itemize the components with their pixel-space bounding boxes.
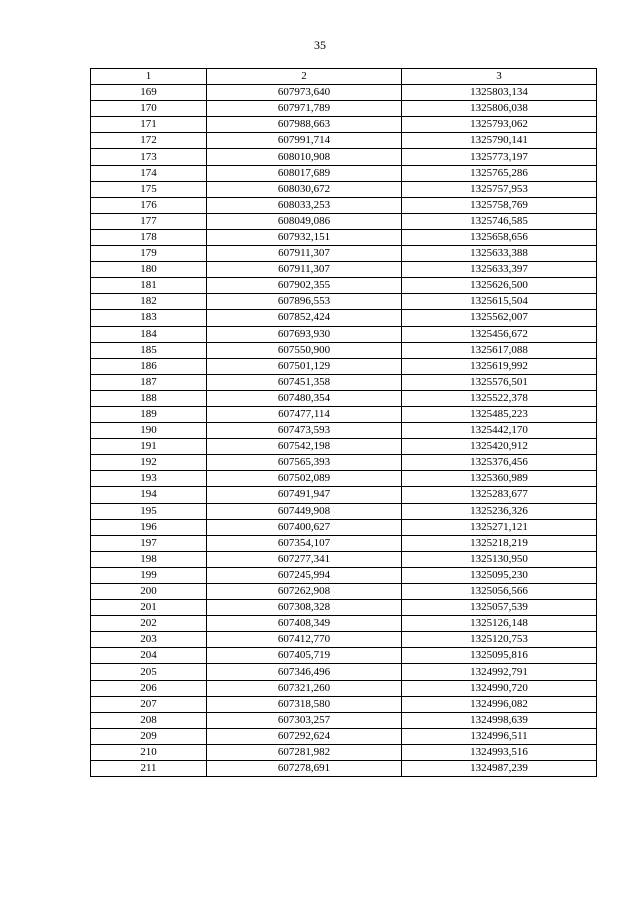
- y-coordinate-cell: 1324993,516: [402, 744, 597, 760]
- point-number-cell: 206: [91, 680, 207, 696]
- point-number-cell: 195: [91, 503, 207, 519]
- x-coordinate-cell: 607991,714: [207, 133, 402, 149]
- point-number-cell: 176: [91, 197, 207, 213]
- table-row: [91, 342, 597, 358]
- y-coordinate-cell: 1325376,456: [402, 455, 597, 471]
- x-coordinate-cell: 607318,580: [207, 696, 402, 712]
- point-number-cell: 191: [91, 439, 207, 455]
- x-coordinate-cell: 607491,947: [207, 487, 402, 503]
- point-number-cell: 187: [91, 374, 207, 390]
- table-header-row: [91, 69, 597, 85]
- y-coordinate-cell: 1324990,720: [402, 680, 597, 696]
- table-row: [91, 455, 597, 471]
- table-row: [91, 664, 597, 680]
- y-coordinate-cell: 1325576,501: [402, 374, 597, 390]
- point-number-cell: 179: [91, 246, 207, 262]
- point-number-cell: 182: [91, 294, 207, 310]
- table-row: [91, 648, 597, 664]
- x-coordinate-cell: 608010,908: [207, 149, 402, 165]
- y-coordinate-cell: 1324998,639: [402, 712, 597, 728]
- y-coordinate-cell: 1325615,504: [402, 294, 597, 310]
- table-row: [91, 310, 597, 326]
- y-coordinate-cell: 1325420,912: [402, 439, 597, 455]
- point-number-cell: 188: [91, 390, 207, 406]
- y-coordinate-cell: 1325456,672: [402, 326, 597, 342]
- y-coordinate-cell: 1325283,677: [402, 487, 597, 503]
- y-coordinate-cell: 1325773,197: [402, 149, 597, 165]
- x-coordinate-cell: 607303,257: [207, 712, 402, 728]
- table-row: [91, 229, 597, 245]
- table-row: [91, 133, 597, 149]
- x-coordinate-cell: 607542,198: [207, 439, 402, 455]
- point-number-cell: 178: [91, 229, 207, 245]
- y-coordinate-cell: 1325522,378: [402, 390, 597, 406]
- y-coordinate-cell: 1325793,062: [402, 117, 597, 133]
- y-coordinate-cell: 1325626,500: [402, 278, 597, 294]
- y-coordinate-cell: 1325765,286: [402, 165, 597, 181]
- y-coordinate-cell: 1325056,566: [402, 584, 597, 600]
- point-number-cell: 204: [91, 648, 207, 664]
- table-row: [91, 471, 597, 487]
- table-row: [91, 680, 597, 696]
- x-coordinate-cell: 607400,627: [207, 519, 402, 535]
- point-number-cell: 183: [91, 310, 207, 326]
- y-coordinate-cell: 1325360,989: [402, 471, 597, 487]
- table-row: [91, 117, 597, 133]
- table-row: [91, 600, 597, 616]
- x-coordinate-cell: 607408,349: [207, 616, 402, 632]
- point-number-cell: 205: [91, 664, 207, 680]
- point-number-cell: 177: [91, 213, 207, 229]
- y-coordinate-cell: 1325236,326: [402, 503, 597, 519]
- point-number-cell: 202: [91, 616, 207, 632]
- x-coordinate-cell: 607480,354: [207, 390, 402, 406]
- x-coordinate-cell: 607932,151: [207, 229, 402, 245]
- y-coordinate-cell: 1325658,656: [402, 229, 597, 245]
- x-coordinate-cell: 607565,393: [207, 455, 402, 471]
- table-row: [91, 294, 597, 310]
- x-coordinate-cell: 607973,640: [207, 85, 402, 101]
- table-row: [91, 406, 597, 422]
- table-row: [91, 390, 597, 406]
- y-coordinate-cell: 1325130,950: [402, 551, 597, 567]
- x-coordinate-cell: 607550,900: [207, 342, 402, 358]
- point-number-cell: 194: [91, 487, 207, 503]
- y-coordinate-cell: 1325057,539: [402, 600, 597, 616]
- x-coordinate-cell: 608049,086: [207, 213, 402, 229]
- table-row: [91, 374, 597, 390]
- point-number-cell: 175: [91, 181, 207, 197]
- table-row: [91, 101, 597, 117]
- x-coordinate-cell: 607477,114: [207, 406, 402, 422]
- x-coordinate-cell: 607308,328: [207, 600, 402, 616]
- x-coordinate-cell: 607451,358: [207, 374, 402, 390]
- x-coordinate-cell: 607278,691: [207, 761, 402, 777]
- column-header-2: 2: [207, 69, 402, 85]
- table-row: [91, 535, 597, 551]
- x-coordinate-cell: 607501,129: [207, 358, 402, 374]
- x-coordinate-cell: 607902,355: [207, 278, 402, 294]
- table-row: [91, 262, 597, 278]
- x-coordinate-cell: 608033,253: [207, 197, 402, 213]
- x-coordinate-cell: 607346,496: [207, 664, 402, 680]
- point-number-cell: 208: [91, 712, 207, 728]
- point-number-cell: 207: [91, 696, 207, 712]
- x-coordinate-cell: 607502,089: [207, 471, 402, 487]
- table-row: [91, 551, 597, 567]
- x-coordinate-cell: 607412,770: [207, 632, 402, 648]
- y-coordinate-cell: 1325095,230: [402, 567, 597, 583]
- table-row: [91, 246, 597, 262]
- y-coordinate-cell: 1325617,088: [402, 342, 597, 358]
- x-coordinate-cell: 608017,689: [207, 165, 402, 181]
- point-number-cell: 170: [91, 101, 207, 117]
- y-coordinate-cell: 1325619,992: [402, 358, 597, 374]
- table-row: [91, 423, 597, 439]
- x-coordinate-cell: 607405,719: [207, 648, 402, 664]
- x-coordinate-cell: 607321,260: [207, 680, 402, 696]
- table-row: [91, 567, 597, 583]
- point-number-cell: 189: [91, 406, 207, 422]
- table-row: [91, 503, 597, 519]
- y-coordinate-cell: 1324996,082: [402, 696, 597, 712]
- column-header-3: 3: [402, 69, 597, 85]
- y-coordinate-cell: 1325746,585: [402, 213, 597, 229]
- y-coordinate-cell: 1324992,791: [402, 664, 597, 680]
- page-number: 35: [314, 38, 326, 52]
- point-number-cell: 173: [91, 149, 207, 165]
- table-row: [91, 712, 597, 728]
- table-row: [91, 278, 597, 294]
- y-coordinate-cell: 1325562,007: [402, 310, 597, 326]
- x-coordinate-cell: 607449,908: [207, 503, 402, 519]
- point-number-cell: 196: [91, 519, 207, 535]
- table-row: [91, 728, 597, 744]
- point-number-cell: 201: [91, 600, 207, 616]
- table-row: [91, 616, 597, 632]
- x-coordinate-cell: 607852,424: [207, 310, 402, 326]
- y-coordinate-cell: 1325442,170: [402, 423, 597, 439]
- point-number-cell: 211: [91, 761, 207, 777]
- table-row: [91, 165, 597, 181]
- column-header-1: 1: [91, 69, 207, 85]
- point-number-cell: 203: [91, 632, 207, 648]
- point-number-cell: 210: [91, 744, 207, 760]
- y-coordinate-cell: 1325633,397: [402, 262, 597, 278]
- table-row: [91, 584, 597, 600]
- table-row: [91, 213, 597, 229]
- x-coordinate-cell: 607693,930: [207, 326, 402, 342]
- point-number-cell: 199: [91, 567, 207, 583]
- point-number-cell: 171: [91, 117, 207, 133]
- table-row: [91, 632, 597, 648]
- coordinates-table: [90, 68, 597, 777]
- table-row: [91, 519, 597, 535]
- x-coordinate-cell: 608030,672: [207, 181, 402, 197]
- table-row: [91, 744, 597, 760]
- point-number-cell: 184: [91, 326, 207, 342]
- x-coordinate-cell: 607988,663: [207, 117, 402, 133]
- table-row: [91, 181, 597, 197]
- y-coordinate-cell: 1325126,148: [402, 616, 597, 632]
- y-coordinate-cell: 1325803,134: [402, 85, 597, 101]
- point-number-cell: 200: [91, 584, 207, 600]
- x-coordinate-cell: 607245,994: [207, 567, 402, 583]
- point-number-cell: 174: [91, 165, 207, 181]
- x-coordinate-cell: 607911,307: [207, 262, 402, 278]
- y-coordinate-cell: 1325120,753: [402, 632, 597, 648]
- x-coordinate-cell: 607473,593: [207, 423, 402, 439]
- table-row: [91, 358, 597, 374]
- table-row: [91, 761, 597, 777]
- x-coordinate-cell: 607262,908: [207, 584, 402, 600]
- point-number-cell: 193: [91, 471, 207, 487]
- table-row: [91, 197, 597, 213]
- y-coordinate-cell: 1325806,038: [402, 101, 597, 117]
- y-coordinate-cell: 1325485,223: [402, 406, 597, 422]
- x-coordinate-cell: 607292,624: [207, 728, 402, 744]
- y-coordinate-cell: 1325790,141: [402, 133, 597, 149]
- table-row: [91, 85, 597, 101]
- point-number-cell: 190: [91, 423, 207, 439]
- point-number-cell: 181: [91, 278, 207, 294]
- table-row: [91, 487, 597, 503]
- x-coordinate-cell: 607354,107: [207, 535, 402, 551]
- table-row: [91, 696, 597, 712]
- x-coordinate-cell: 607896,553: [207, 294, 402, 310]
- x-coordinate-cell: 607277,341: [207, 551, 402, 567]
- x-coordinate-cell: 607911,307: [207, 246, 402, 262]
- point-number-cell: 198: [91, 551, 207, 567]
- point-number-cell: 192: [91, 455, 207, 471]
- x-coordinate-cell: 607281,982: [207, 744, 402, 760]
- y-coordinate-cell: 1325271,121: [402, 519, 597, 535]
- point-number-cell: 186: [91, 358, 207, 374]
- point-number-cell: 209: [91, 728, 207, 744]
- table-row: [91, 326, 597, 342]
- point-number-cell: 185: [91, 342, 207, 358]
- y-coordinate-cell: 1325218,219: [402, 535, 597, 551]
- y-coordinate-cell: 1325633,388: [402, 246, 597, 262]
- x-coordinate-cell: 607971,789: [207, 101, 402, 117]
- y-coordinate-cell: 1324987,239: [402, 761, 597, 777]
- y-coordinate-cell: 1325758,769: [402, 197, 597, 213]
- point-number-cell: 180: [91, 262, 207, 278]
- table-row: [91, 439, 597, 455]
- point-number-cell: 172: [91, 133, 207, 149]
- point-number-cell: 197: [91, 535, 207, 551]
- y-coordinate-cell: 1325757,953: [402, 181, 597, 197]
- point-number-cell: 169: [91, 85, 207, 101]
- table-body: [91, 85, 597, 777]
- y-coordinate-cell: 1324996,511: [402, 728, 597, 744]
- table-row: [91, 149, 597, 165]
- y-coordinate-cell: 1325095,816: [402, 648, 597, 664]
